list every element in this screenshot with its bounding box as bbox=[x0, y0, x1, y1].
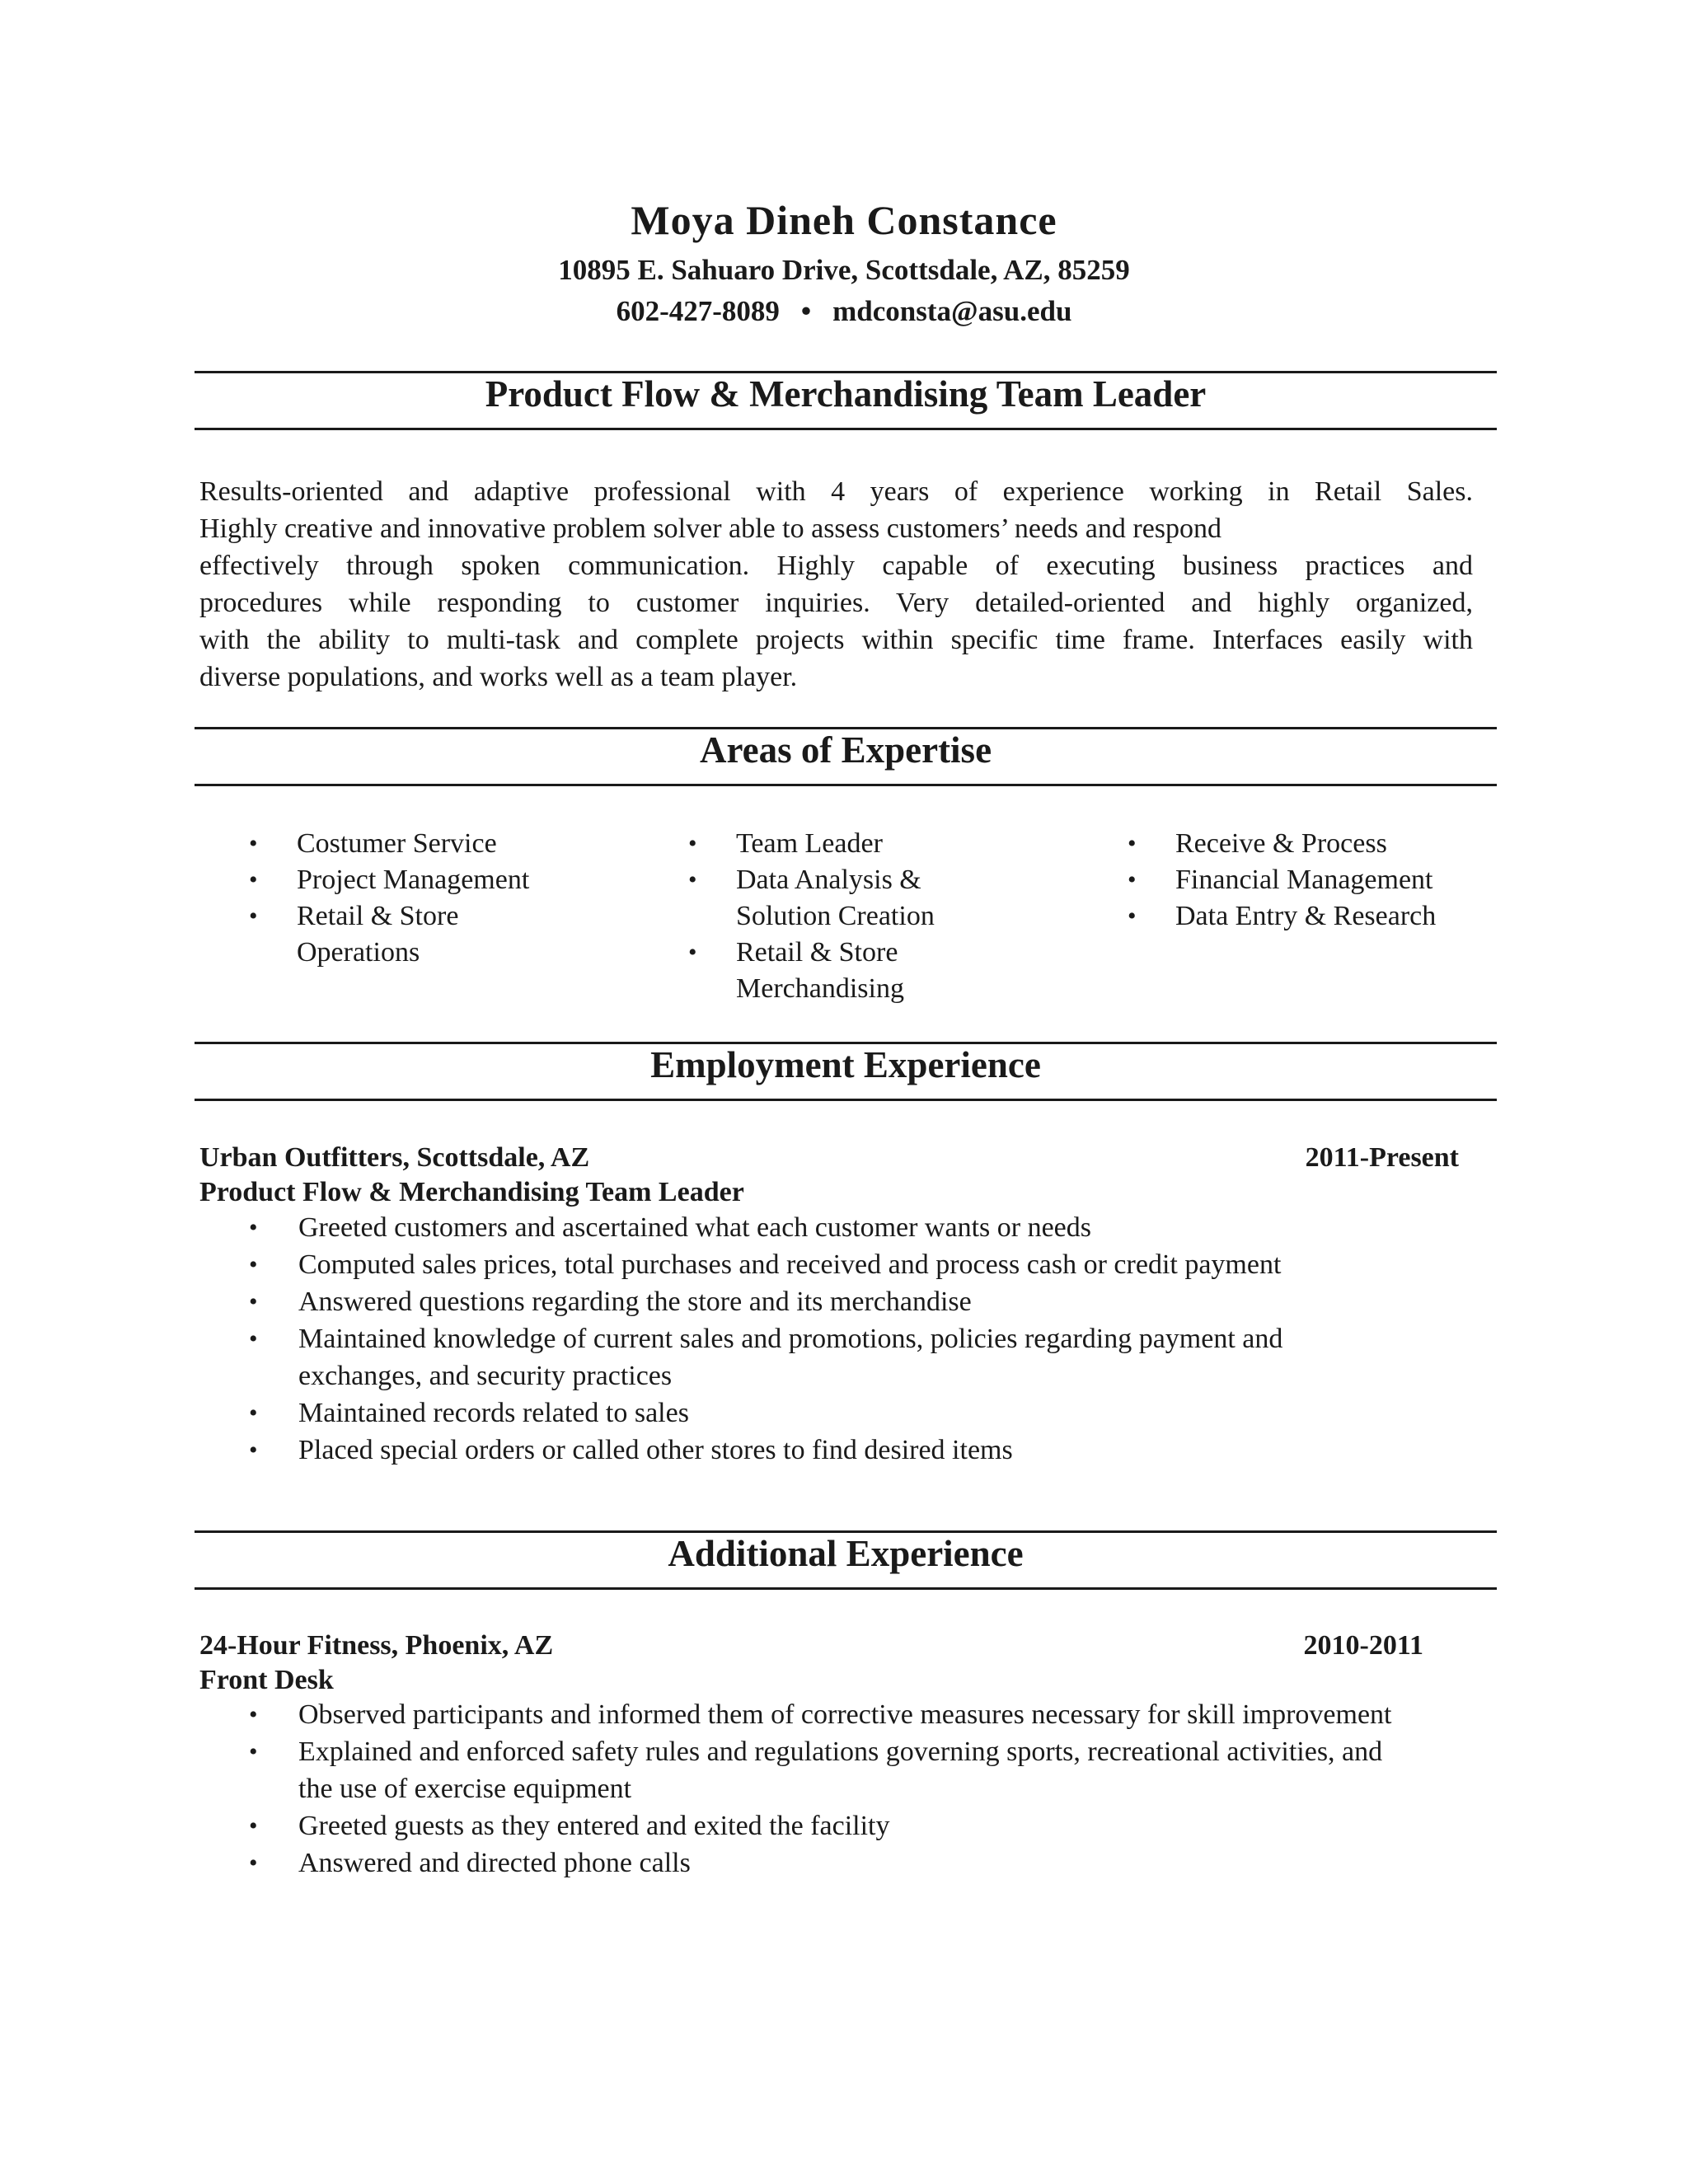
bullet-icon: • bbox=[249, 1849, 258, 1877]
list-item: • Answered and directed phone calls bbox=[199, 1844, 1493, 1882]
summary-line: procedures while responding to customer inquiries. Very detailed-oriented and highly organized, bbox=[199, 588, 1473, 618]
expertise-column bbox=[1078, 826, 1523, 935]
list-item: • Retail & Store Operations bbox=[199, 898, 661, 971]
bullet-icon: • bbox=[249, 1325, 258, 1352]
list-item: • Computed sales prices, total purchases and received and process cash or credit payment bbox=[199, 1246, 1493, 1283]
bullet-separator: • bbox=[800, 295, 812, 327]
job-header bbox=[199, 1141, 1459, 1210]
list-item: • Data Analysis & Solution Creation bbox=[639, 862, 1067, 935]
bullet-icon: • bbox=[1128, 902, 1137, 930]
additional-title: Additional Experience bbox=[668, 1533, 1024, 1574]
candidate-name: Moya Dineh Constance bbox=[631, 197, 1057, 243]
section-divider bbox=[195, 428, 1497, 430]
bullet-icon: • bbox=[249, 1251, 258, 1278]
employment-title: Employment Experience bbox=[650, 1044, 1041, 1085]
bullet-icon: • bbox=[688, 830, 697, 857]
list-item: • Explained and enforced safety rules and regulations governing sports, recreational activities, and the use of exercise equipment bbox=[199, 1733, 1493, 1807]
phone-number: 602-427-8089 bbox=[616, 295, 780, 327]
summary-line: effectively through spoken communication. Highly capable of executing business practices and bbox=[199, 551, 1473, 581]
job-role: Product Flow & Merchandising Team Leader bbox=[199, 1177, 744, 1207]
expertise-column bbox=[639, 826, 1067, 1007]
summary-line: diverse populations, and works well as a team player. bbox=[199, 662, 798, 692]
bullet-icon: • bbox=[1128, 866, 1137, 893]
expertise-title: Areas of Expertise bbox=[699, 729, 992, 771]
employer-name: 24-Hour Fitness, Phoenix, AZ bbox=[199, 1630, 554, 1661]
list-item: • Receive & Process bbox=[1078, 826, 1523, 862]
job-header bbox=[199, 1629, 1423, 1698]
list-item: • Retail & Store Merchandising bbox=[639, 935, 1067, 1007]
section-divider bbox=[195, 784, 1497, 786]
bullet-icon: • bbox=[249, 1288, 258, 1315]
section-divider bbox=[195, 1099, 1497, 1101]
job-role: Front Desk bbox=[199, 1665, 334, 1695]
job-dates: 2010-2011 bbox=[1303, 1630, 1423, 1661]
job-duties bbox=[199, 1209, 1493, 1469]
list-item: • Team Leader bbox=[639, 826, 1067, 862]
summary-line: with the ability to multi-task and complete projects within specific time frame. Interfaces easily with bbox=[199, 625, 1473, 655]
list-item: • Project Management bbox=[199, 862, 661, 898]
bullet-icon: • bbox=[249, 1399, 258, 1427]
candidate-address: 10895 E. Sahuaro Drive, Scottsdale, AZ, 85259 bbox=[558, 254, 1130, 286]
expertise-column bbox=[199, 826, 661, 971]
summary-line: Results-oriented and adaptive professional with 4 years of experience working in Retail Sales. bbox=[199, 476, 1473, 507]
job-duties bbox=[199, 1696, 1493, 1882]
list-item: • Answered questions regarding the store and its merchandise bbox=[199, 1283, 1493, 1320]
bullet-icon: • bbox=[249, 1812, 258, 1840]
summary-line: Highly creative and innovative problem solver able to assess customers’ needs and respond bbox=[199, 513, 1222, 544]
list-item: • Maintained records related to sales bbox=[199, 1394, 1493, 1432]
bullet-icon: • bbox=[249, 1214, 258, 1241]
bullet-icon: • bbox=[249, 830, 258, 857]
list-item: • Observed participants and informed them of corrective measures necessary for skill improvement bbox=[199, 1696, 1493, 1733]
bullet-icon: • bbox=[688, 866, 697, 893]
bullet-icon: • bbox=[249, 902, 258, 930]
bullet-icon: • bbox=[249, 1436, 258, 1464]
bullet-icon: • bbox=[249, 1738, 258, 1765]
bullet-icon: • bbox=[249, 1701, 258, 1728]
list-item: • Financial Management bbox=[1078, 862, 1523, 898]
professional-summary bbox=[199, 473, 1473, 696]
employer-name: Urban Outfitters, Scottsdale, AZ bbox=[199, 1142, 590, 1173]
objective-title: Product Flow & Merchandising Team Leader bbox=[485, 373, 1207, 415]
section-divider bbox=[195, 1587, 1497, 1590]
bullet-icon: • bbox=[688, 939, 697, 966]
list-item: • Data Entry & Research bbox=[1078, 898, 1523, 935]
list-item: • Greeted guests as they entered and exited the facility bbox=[199, 1807, 1493, 1844]
list-item: • Greeted customers and ascertained what each customer wants or needs bbox=[199, 1209, 1493, 1246]
email-address: mdconsta@asu.edu bbox=[832, 295, 1072, 327]
bullet-icon: • bbox=[1128, 830, 1137, 857]
job-dates: 2011-Present bbox=[1305, 1142, 1459, 1173]
bullet-icon: • bbox=[249, 866, 258, 893]
list-item: • Maintained knowledge of current sales and promotions, policies regarding payment and exchanges, and security practices bbox=[199, 1320, 1493, 1394]
contact-line bbox=[0, 295, 1688, 328]
list-item: • Costumer Service bbox=[199, 826, 661, 862]
list-item: • Placed special orders or called other stores to find desired items bbox=[199, 1432, 1493, 1469]
